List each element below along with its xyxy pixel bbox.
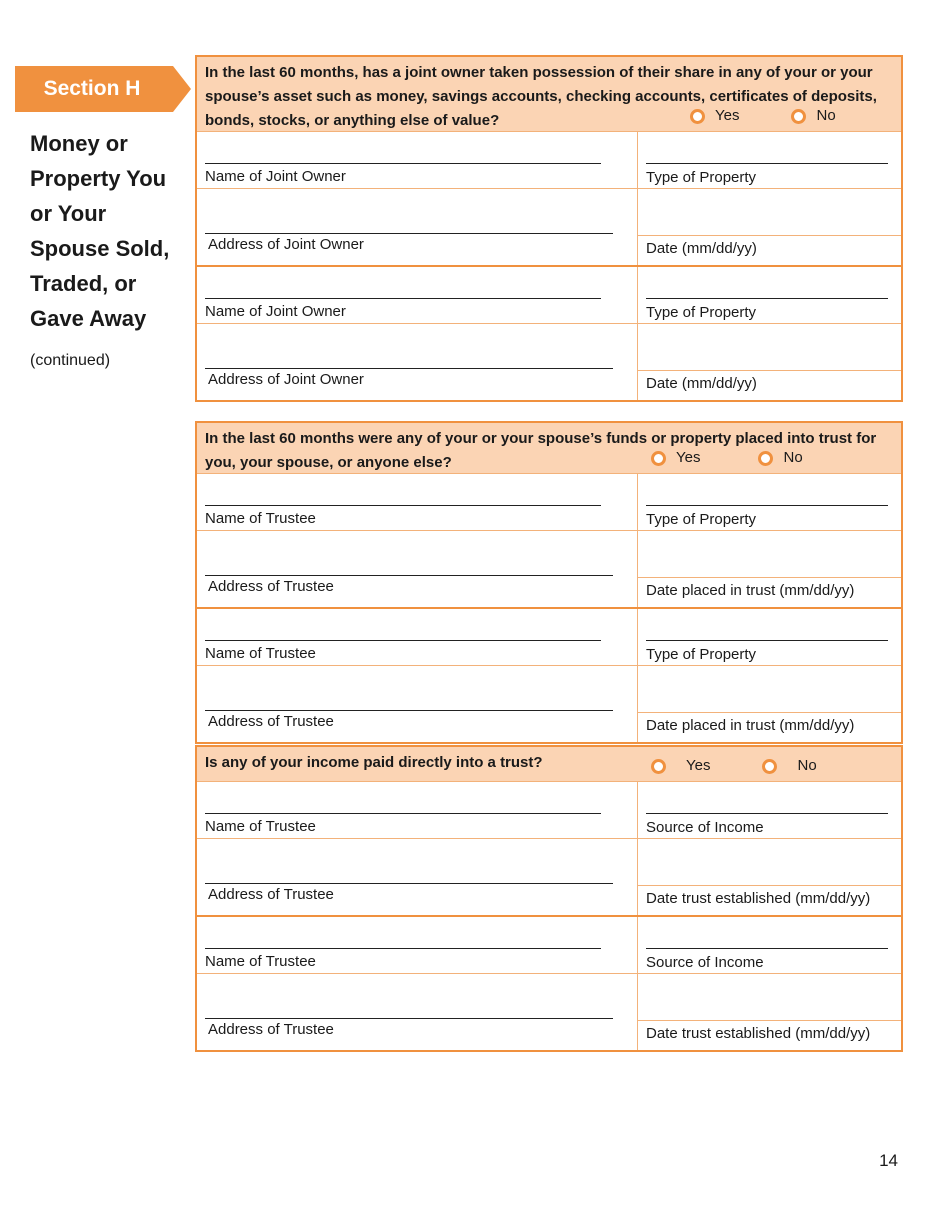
name-field[interactable]: [197, 609, 638, 665]
entry-group: [197, 132, 901, 265]
entry-group: [197, 265, 901, 400]
type-field[interactable]: [638, 132, 901, 188]
trust-property-block: [195, 421, 903, 744]
joint-owner-block: [195, 55, 903, 402]
no-radio[interactable]: [758, 451, 773, 466]
name-label: Name of Trustee: [205, 645, 316, 662]
date-field[interactable]: [638, 666, 901, 742]
entry-group: [197, 915, 901, 1050]
yes-label: Yes: [686, 757, 711, 774]
address-field[interactable]: [197, 324, 638, 400]
section-tab: [15, 66, 173, 112]
address-field[interactable]: [197, 531, 638, 607]
date-label: Date (mm/dd/yy): [646, 375, 757, 392]
date-label: Date placed in trust (mm/dd/yy): [646, 582, 855, 599]
entry-group: [197, 607, 901, 742]
source-label: Source of Income: [646, 954, 764, 971]
address-label: Address of Trustee: [208, 713, 334, 730]
name-label: Name of Joint Owner: [205, 168, 346, 185]
no-radio[interactable]: [762, 759, 777, 774]
no-option[interactable]: [762, 754, 816, 778]
section-title-line: Property You: [30, 166, 167, 191]
continued-note: (continued): [30, 352, 111, 369]
yes-label: Yes: [715, 107, 740, 124]
section-tab-label: Section H: [43, 77, 141, 100]
yes-label: Yes: [676, 449, 701, 466]
question-text: In the last 60 months, has a joint owner taken possession of their share in any of your or your spouse’s asset such as money, savings accounts, checking accounts, certificates of deposits, bonds, stocks, or anything else of value?: [205, 64, 877, 129]
name-label: Name of Trustee: [205, 510, 316, 527]
source-label: Source of Income: [646, 819, 764, 836]
name-field[interactable]: [197, 474, 638, 530]
date-field[interactable]: [638, 839, 901, 915]
question-header: [197, 747, 901, 782]
income-trust-block: [195, 745, 903, 1052]
date-field[interactable]: [638, 189, 901, 265]
name-field[interactable]: [197, 782, 638, 838]
yes-radio[interactable]: [651, 759, 666, 774]
yes-option[interactable]: [651, 754, 710, 778]
yes-no-options: [690, 104, 836, 128]
type-field[interactable]: [638, 609, 901, 665]
yes-no-options: [651, 754, 817, 778]
entry-group: [197, 782, 901, 915]
no-label: No: [783, 449, 803, 466]
address-label: Address of Trustee: [208, 578, 334, 595]
date-field[interactable]: [638, 324, 901, 400]
name-label: Name of Joint Owner: [205, 303, 346, 320]
yes-option[interactable]: [690, 104, 739, 128]
date-field[interactable]: [638, 974, 901, 1050]
section-title-line: or Your: [30, 201, 107, 226]
no-radio[interactable]: [791, 109, 806, 124]
type-label: Type of Property: [646, 646, 757, 663]
no-option[interactable]: [758, 446, 802, 470]
name-label: Name of Trustee: [205, 818, 316, 835]
no-option[interactable]: [791, 104, 835, 128]
name-field[interactable]: [197, 132, 638, 188]
address-field[interactable]: [197, 666, 638, 742]
yes-radio[interactable]: [690, 109, 705, 124]
section-title-line: Money or: [30, 131, 128, 156]
address-field[interactable]: [197, 189, 638, 265]
type-label: Type of Property: [646, 304, 757, 321]
name-label: Name of Trustee: [205, 953, 316, 970]
date-label: Date trust established (mm/dd/yy): [646, 890, 871, 907]
type-label: Type of Property: [646, 511, 757, 528]
date-label: Date placed in trust (mm/dd/yy): [646, 717, 855, 734]
name-field[interactable]: [197, 267, 638, 323]
address-field[interactable]: [197, 839, 638, 915]
question-header: [197, 57, 901, 132]
entry-group: [197, 474, 901, 607]
date-label: Date trust established (mm/dd/yy): [646, 1025, 871, 1042]
question-header: [197, 423, 901, 474]
question-text: Is any of your income paid directly into a trust?: [205, 754, 543, 771]
no-label: No: [797, 757, 817, 774]
address-label: Address of Trustee: [208, 886, 334, 903]
type-label: Type of Property: [646, 169, 757, 186]
source-field[interactable]: [638, 782, 901, 838]
section-title-line: Spouse Sold,: [30, 236, 170, 261]
section-title-line: Traded, or: [30, 271, 137, 296]
section-title: [30, 126, 180, 336]
name-field[interactable]: [197, 917, 638, 973]
type-field[interactable]: [638, 267, 901, 323]
section-title-line: Gave Away: [30, 306, 147, 331]
yes-radio[interactable]: [651, 451, 666, 466]
date-label: Date (mm/dd/yy): [646, 240, 757, 257]
date-field[interactable]: [638, 531, 901, 607]
address-label: Address of Trustee: [208, 1021, 334, 1038]
yes-no-options: [651, 446, 803, 470]
address-label: Address of Joint Owner: [208, 371, 364, 388]
no-label: No: [816, 107, 836, 124]
address-field[interactable]: [197, 974, 638, 1050]
page-number: 14: [879, 1151, 898, 1170]
source-field[interactable]: [638, 917, 901, 973]
question-text: In the last 60 months were any of your or your spouse’s funds or property placed into trust for you, your spouse, or anyone else?: [205, 430, 877, 471]
yes-option[interactable]: [651, 446, 700, 470]
address-label: Address of Joint Owner: [208, 236, 364, 253]
type-field[interactable]: [638, 474, 901, 530]
